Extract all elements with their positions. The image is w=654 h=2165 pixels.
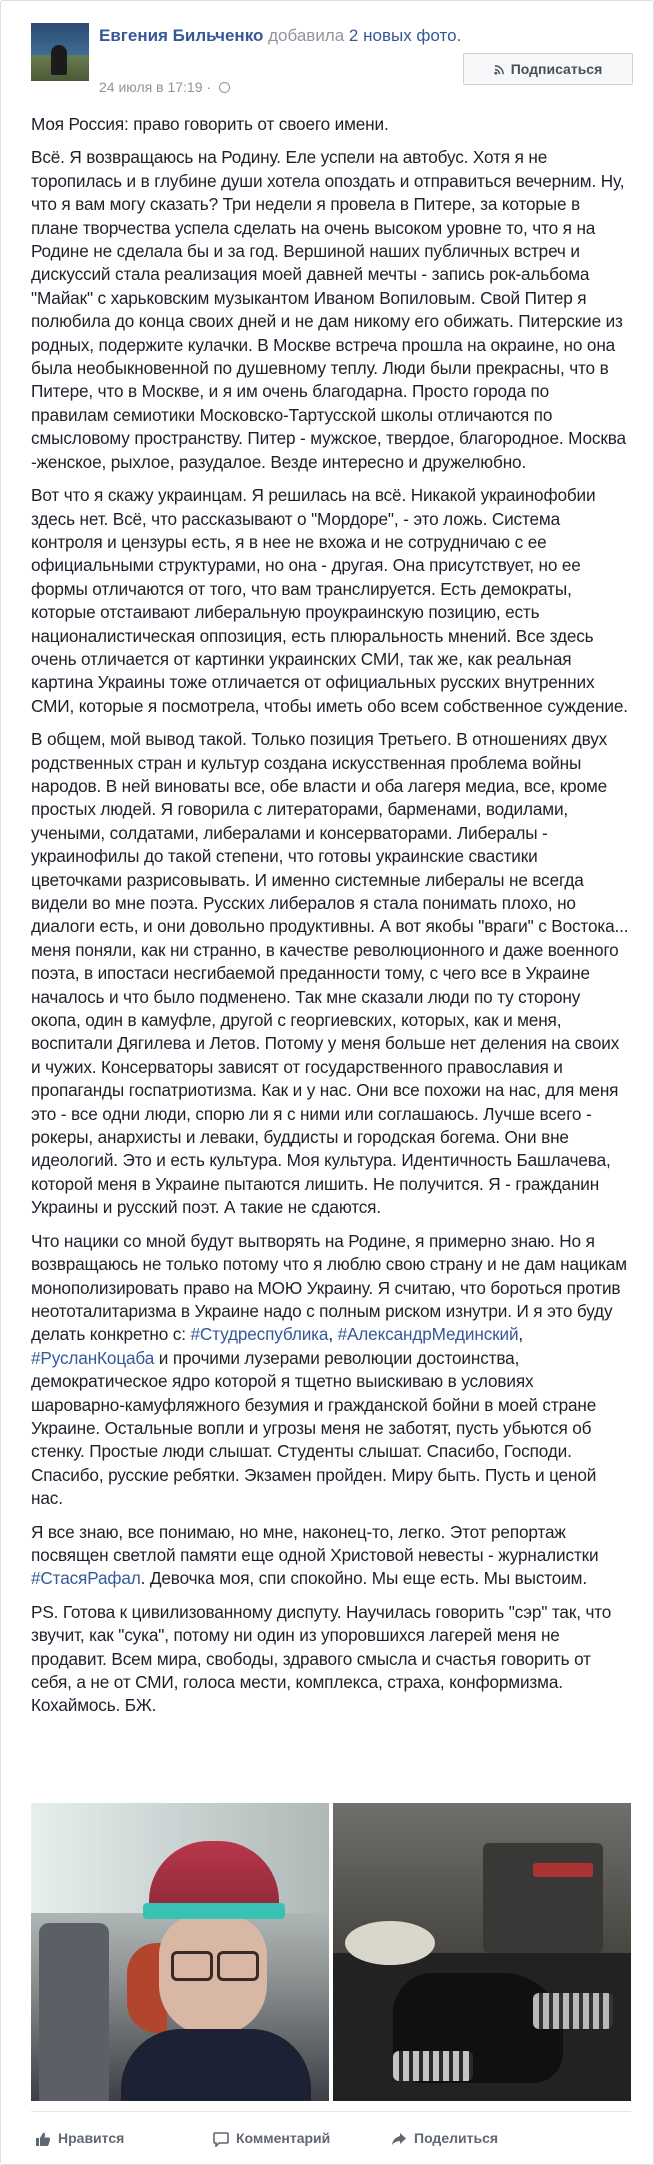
share-icon <box>391 2131 407 2147</box>
hat-band <box>143 1903 285 1919</box>
hashtag-link[interactable]: #Студреспублика <box>190 1324 329 1345</box>
plate <box>345 1921 435 1965</box>
subscribe-label: Подписаться <box>510 61 603 77</box>
post-meta <box>99 78 230 96</box>
glasses-right <box>217 1951 259 1981</box>
paragraph-text: и прочими лузерами революции достоинства, демократическое ядро которой я тщетно выискиваю в условиях шароварно-камуфляжного безумия и гражданской бойни в моей стране Украине. Остальные вопли и угрозы меня не заботят, пусть убьются об стенку. Простые люди слышат. Студенты слышат. Спасибо, Господи. Спасибо, русские ребятки. Экзамен пройден. Миру быть. Пусть и ценой нас. <box>31 1347 597 1509</box>
post-header <box>31 23 631 103</box>
separator: , <box>328 1324 338 1345</box>
body <box>121 2029 311 2101</box>
paragraph-text: Что нацики со мной будут вытворять на Родине, я примерно знаю. Но я возвращаюсь не только потому что я люблю свою страну и не дам нацикам монополизировать право на МОЮ Украину. Я считаю, что бороться против неототалитаризма в Украине надо с полным риском изнутри. И я это буду делать конкретно с: <box>31 1230 627 1345</box>
post-paragraph: Моя Россия: право говорить от своего имени. <box>31 114 389 134</box>
comment-icon <box>213 2131 229 2147</box>
post-paragraph: Всё. Я возвращаюсь на Родину. Еле успели на автобус. Хотя я не торопилась и в глубине души хотела опоздать и отправиться вечерним. Ну, что я вам могу сказать? Три недели я провела в Питере, за которые в плане творчества успела сделать на очень высоком уровне то, что я на Родине не сделала бы и за год. Вершиной наших публичных встреч и дискуссий стала реализация моей давней мечты - запись рок-альбома "Майак" с харьковским музыкантом Иваном Вопиловым. Свой Питер я полюбила до конца своих дней и не дам никому его обижать. Питерские из родных, подержите кулачки. В Москве встреча прошла на окраине, но она была необыкновенной по душевному теплу. Люди были прекрасны, что в Питере, что в Москве, и я им очень благодарна. Просто города по правилам семиотики Московско-Тартусской школы отличаются по смысловому пространству. Питер - мужское, твердое, благородное. Москва -женское, рыхлое, разудалое. Везде интересно и дружелюбно. <box>31 147 626 472</box>
post-date[interactable]: 24 июля в 17:19 <box>99 79 203 95</box>
avatar-figure <box>51 45 67 75</box>
bus-seat <box>39 1923 109 2101</box>
post-photos <box>31 1803 631 2101</box>
meta-separator: · <box>206 79 212 95</box>
studded-bracelet <box>393 2051 473 2081</box>
chair <box>483 1843 603 1953</box>
paragraph-text: . Девочка моя, спи спокойно. Мы еще есть. Мы выстоим. <box>140 1568 587 1589</box>
globe-icon <box>219 82 230 93</box>
post-paragraph-hashtags <box>31 1230 631 1511</box>
separator: , <box>518 1324 524 1345</box>
studded-bracelet <box>533 1993 613 2029</box>
photo-selfie-in-bus[interactable] <box>31 1803 329 2101</box>
share-button[interactable] <box>391 2119 498 2157</box>
comment-button[interactable] <box>213 2119 330 2157</box>
rss-icon <box>494 64 505 75</box>
logo <box>533 1863 593 1877</box>
share-label: Поделиться <box>414 2130 499 2146</box>
subscribe-button[interactable] <box>463 53 633 85</box>
actions-divider <box>31 2111 631 2112</box>
hashtag-link[interactable]: #РусланКоцаба <box>31 1347 155 1368</box>
hashtag-link[interactable]: #АлександрМединский <box>337 1324 519 1345</box>
like-button[interactable] <box>35 2119 124 2157</box>
photos-link[interactable]: 2 новых фото. <box>348 26 462 45</box>
author-line <box>99 25 479 47</box>
photo-cafe-table[interactable] <box>333 1803 631 2101</box>
post-paragraph-hashtag <box>31 1521 631 1591</box>
action-text: добавила <box>268 26 345 45</box>
author-avatar[interactable] <box>31 23 89 81</box>
post-paragraph: В общем, мой вывод такой. Только позиция Третьего. В отношениях двух родственных стран и культур создана искусственная проблема войны народов. В ней виноваты все, обе власти и оба лагеря медиа, все, кроме простых людей. Я говорила с литераторами, барменами, водилами, учеными, солдатами, либералами и консерваторами. Либералы - украинофилы до такой степени, что готовы украинские свастики цветочками разрисовывать. И именно системные либералы не всегда видели во мне поэта. Русских либералов я стала понимать плохо, но диалоги есть, и они довольно продуктивны. А вот якобы "враги" с Востока... меня поняли, как ни странно, в качестве революционного и даже военного поэта, в ипостаси несгибаемой преданности тому, с чего все в Украине началось и что было подменено. Так мне сказали люди по ту сторону окопа, один в камуфле, другой с георгиевских, которых, как и меня, воспитали Дягилева и Летов. Потому у меня больше нет деления на своих и чужих. Консерваторы зависят от государственного православия и пропаганды госпатриотизма. Как и у нас. Они все похожи на нас, для меня это - все одни люди, спорю ли я с ними или соглашаюсь. Лучше всего - рокеры, анархисты и леваки, буддисты и городская богема. Они вне идеологий. Это и есть культура. Моя культура. Идентичность Башлачева, которой меня в Украине пытаются лишить. Не получится. Я - гражданин Украины и русский поэт. А такие не сдаются. <box>31 729 629 1218</box>
like-label: Нравится <box>58 2130 125 2146</box>
comment-label: Комментарий <box>236 2130 331 2146</box>
paragraph-text: Я все знаю, все понимаю, но мне, наконец-то, легко. Этот репортаж посвящен светлой памяти еще одной Христовой невесты - журналистки <box>31 1521 599 1565</box>
post-paragraph: Вот что я скажу украинцам. Я решилась на всё. Никакой украинофобии здесь нет. Всё, что рассказывают о "Мордоре", - это ложь. Система контроля и цензуры есть, я в нее не вхожа и не сотрудничаю с ее официальными структурами, но она - другая. Она присутствует, но ее формы отличаются от того, что вам транслируется. Есть демократы, которые отстаивают либеральную проукраинскую позицию, есть националистическая оппозиция, есть плюральность мнений. Все здесь очень отличается от картинки украинских СМИ, так же, как реальная картина Украины тоже отличается от официальных русских внутренних СМИ, которые я посмотрела, чтобы иметь обо всем собственное суждение. <box>31 485 628 716</box>
hashtag-link[interactable]: #СтасяРафал <box>31 1568 141 1589</box>
post-actions <box>31 2119 631 2157</box>
like-icon <box>35 2131 51 2147</box>
glasses-left <box>171 1951 213 1981</box>
post-paragraph: PS. Готова к цивилизованному диспуту. Научилась говорить "сэр" так, что звучит, как "сука", потому ни один из упоровшихся лагерей меня не продавит. Всем мира, свободы, здравого смысла и счастья говорить от себя, а не от СМИ, голоса мести, комплекса, страха, конформизма. Кохаймось. БЖ. <box>31 1601 612 1716</box>
author-name[interactable]: Евгения Бильченко <box>99 26 264 45</box>
post-text <box>31 113 631 1728</box>
